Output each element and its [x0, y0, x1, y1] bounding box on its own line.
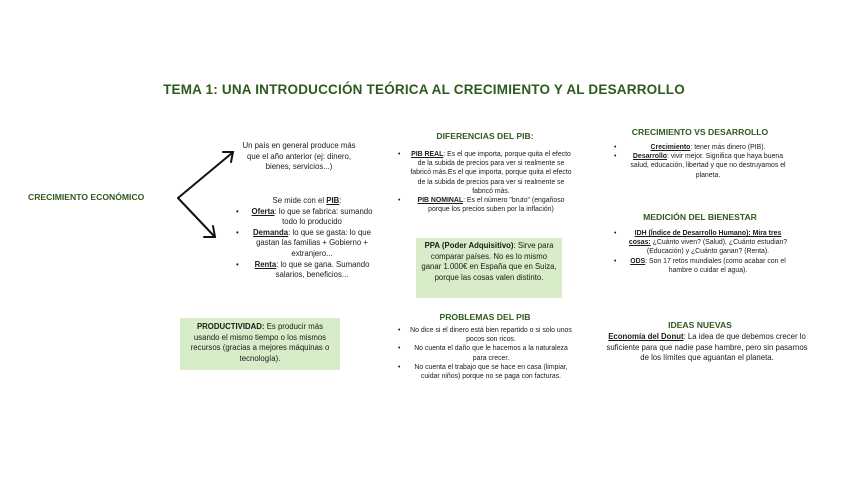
productividad-box: PRODUCTIVIDAD: Es producir más usando el mismo tiempo o los mismos recursos (gracias a mejores máquinas o tecnología). — [180, 318, 340, 370]
list-item: • ODS: Son 17 retos mundiales (como acabar con el hambre o cuidar el agua). — [614, 257, 792, 275]
list-item: • No cuenta el trabajo que se hace en casa (limpiar, cuidar niños) porque no se paga con facturas. — [398, 363, 574, 381]
list-item: • IDH (Índice de Desarrollo Humano): Mira tres cosas: ¿Cuánto viven? (Salud), ¿Cuánto estudian? (Educación) y ¿Cuánto ganan? (Renta). — [614, 229, 792, 257]
crecimiento-heading: CRECIMIENTO ECONÓMICO — [28, 192, 145, 202]
crecimiento-intro: Un país en general produce más que el año anterior (ej: dinero, bienes, servicios...) — [242, 141, 356, 172]
mide-line: Se mide con el PIB: — [272, 196, 342, 205]
ppa-box: PPA (Poder Adquisitivo): Sirve para comparar países. No es lo mismo ganar 1.000€ en España que en Suiza, porque las cosas valen distinto. — [416, 238, 562, 298]
arrow-down-line — [178, 198, 214, 236]
list-item: • PIB NOMINAL: Es el número "bruto" (engañoso porque los precios suben por la inflación) — [398, 196, 574, 214]
list-item: • Crecimiento: tener más dinero (PIB). — [614, 143, 792, 152]
arrow-up-line — [178, 153, 232, 198]
ideas-text: Economía del Donut: La idea de que debemos crecer lo suficiente para que nadie pase hambre, pero sin pasarnos de los límites que aguantan el planeta. — [606, 332, 808, 363]
list-item: • Desarrollo: vivir mejor. Significa que haya buena salud, educación, libertad y que no destruyamos el planeta. — [614, 152, 792, 180]
list-item: • Oferta: lo que se fabrica: sumando todo lo producido — [236, 207, 378, 228]
medicion-list — [614, 229, 792, 275]
crec-vs-des-heading: CRECIMIENTO VS DESARROLLO — [631, 127, 769, 137]
list-item: • Demanda: lo que se gasta: lo que gastan las familias + Gobierno + extranjero... — [236, 228, 378, 260]
list-item: • Renta: lo que se gana. Sumando salarios, beneficios... — [236, 260, 378, 281]
crecimiento-mide-block — [236, 196, 378, 281]
list-item: • No cuenta el daño que le hacemos a la naturaleza para crecer. — [398, 344, 574, 362]
problemas-heading: PROBLEMAS DEL PIB — [439, 312, 531, 322]
list-item: • No dice si el dinero está bien repartido o si solo unos pocos son ricos. — [398, 326, 574, 344]
diferencias-heading: DIFERENCIAS DEL PIB: — [436, 131, 534, 141]
problemas-list — [398, 326, 574, 381]
ideas-heading: IDEAS NUEVAS — [668, 320, 732, 330]
page-title: TEMA 1: UNA INTRODUCCIÓN TEÓRICA AL CRECIMIENTO Y AL DESARROLLO — [163, 82, 685, 97]
diferencias-list — [398, 150, 574, 214]
crec-vs-des-list — [614, 143, 792, 180]
medicion-heading: MEDICIÓN DEL BIENESTAR — [643, 212, 757, 222]
list-item: • PIB REAL: Es el que importa, porque quita el efecto de la subida de precios para ver si realmente se fabricó más.Es el que importa, porque quita el efecto de la subida de precios para ver si realmente se fabricó más. — [398, 150, 574, 196]
pib-enfoques-list — [236, 207, 378, 281]
